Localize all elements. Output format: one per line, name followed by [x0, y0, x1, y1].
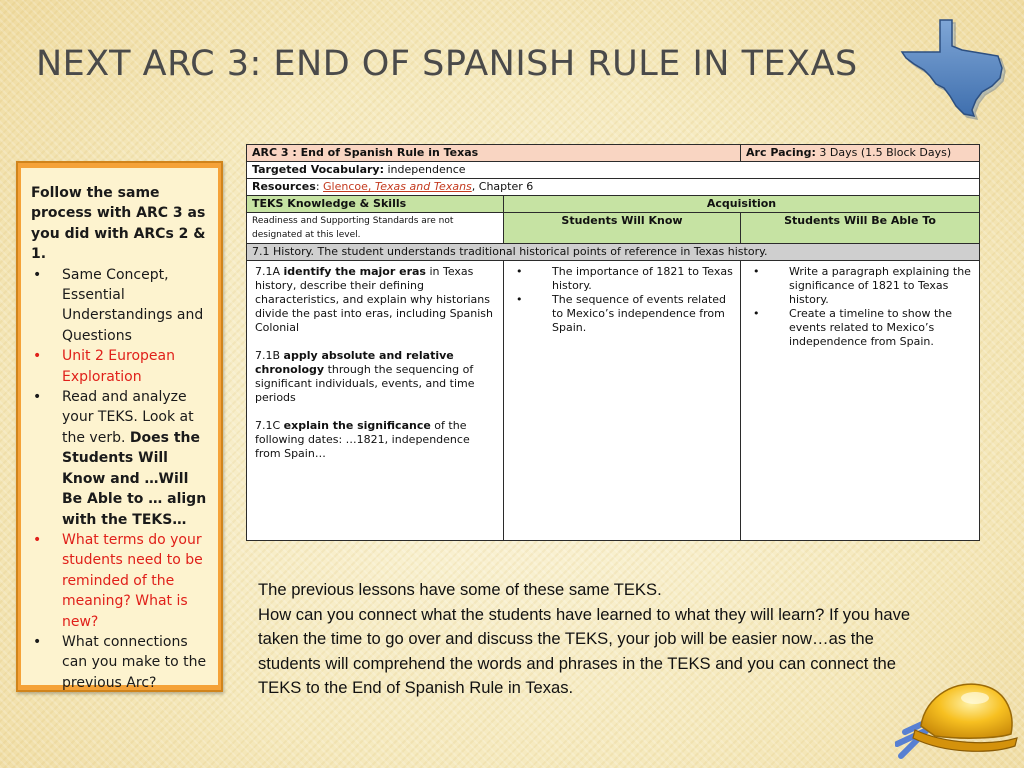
readiness-note: Readiness and Supporting Standards are not designated at this level.: [247, 213, 504, 244]
texas-map-icon: [900, 16, 1010, 120]
standard-row: [247, 244, 980, 261]
acquisition-header: Acquisition: [504, 196, 980, 213]
closing-line-2: How can you connect what the students have learned to what they will learn? If you have taken the time to go over and discuss the TEKS, your job will be easier now…as the students will comprehend the words and phrases in the TEKS and you can connect the TEKS to the End of Spanish Rule in Texas.: [258, 604, 911, 698]
arc-planning-table: [246, 144, 980, 541]
know-cell: [504, 261, 741, 541]
able-item: • Create a timeline to show the events related to Mexico’s independence from Spain.: [749, 307, 973, 349]
teks-item: 7.1C explain the significance of the following dates: …1821, independence from Spain…: [255, 419, 470, 460]
know-item: • The sequence of events related to Mexico’s independence from Spain.: [512, 293, 734, 335]
instructions-list: [31, 265, 210, 694]
able-header: Students Will Be Able To: [741, 213, 980, 244]
arc-title-cell: ARC 3 : End of Spanish Rule in Texas: [247, 145, 741, 162]
teks-item: 7.1A identify the major eras in Texas history, describe their defining characteristics, and explain why historians divide the past into eras, including Spanish Colonial: [255, 265, 494, 334]
standard-cell: 7.1 History. The student understands traditional historical points of reference in Texas history.: [247, 244, 980, 261]
section-header-row: [247, 196, 980, 213]
able-list: [749, 265, 973, 349]
content-row: [247, 261, 980, 541]
closing-notes: [258, 578, 938, 701]
teks-item: 7.1B apply absolute and relative chronology through the sequencing of significant individuals, events, and time periods: [255, 349, 475, 404]
column-header-row: [247, 213, 980, 244]
able-item: • Write a paragraph explaining the significance of 1821 to Texas history.: [749, 265, 973, 307]
instructions-intro: Follow the same process with ARC 3 as you did with ARCs 2 & 1.: [31, 185, 206, 263]
hard-hat-icon: [895, 668, 1019, 764]
instruction-item-highlight: • Unit 2 European Exploration: [31, 346, 210, 387]
instruction-item: • What connections can you make to the previous Arc?: [31, 632, 210, 693]
vocabulary-row: Targeted Vocabulary: independence: [247, 162, 980, 179]
arc-title-row: [247, 145, 980, 162]
know-list: [512, 265, 734, 335]
instructions-panel: [16, 161, 223, 692]
know-header: Students Will Know: [504, 213, 741, 244]
teks-cell: [247, 261, 504, 541]
closing-line-1: The previous lessons have some of these same TEKS.: [258, 580, 662, 599]
instruction-item: • Same Concept, Essential Understandings and Questions: [31, 265, 210, 347]
instruction-item-highlight: • What terms do your students need to be reminded of the meaning? What is new?: [31, 530, 210, 632]
slide-title: NEXT ARC 3: END OF SPANISH RULE IN TEXAS: [36, 44, 858, 84]
instruction-item: • Read and analyze your TEKS. Look at the verb. Does the Students Will Know and …Will Be Able to … align with the TEKS…: [31, 387, 210, 530]
resources-row: Resources: Glencoe, Texas and Texans, Chapter 6: [247, 179, 980, 196]
teks-header: TEKS Knowledge & Skills: [247, 196, 504, 213]
able-cell: [741, 261, 980, 541]
resources-link[interactable]: Glencoe, Texas and Texans: [323, 180, 472, 193]
arc-pacing-cell: Arc Pacing: 3 Days (1.5 Block Days): [741, 145, 980, 162]
know-item: • The importance of 1821 to Texas history.: [512, 265, 734, 293]
